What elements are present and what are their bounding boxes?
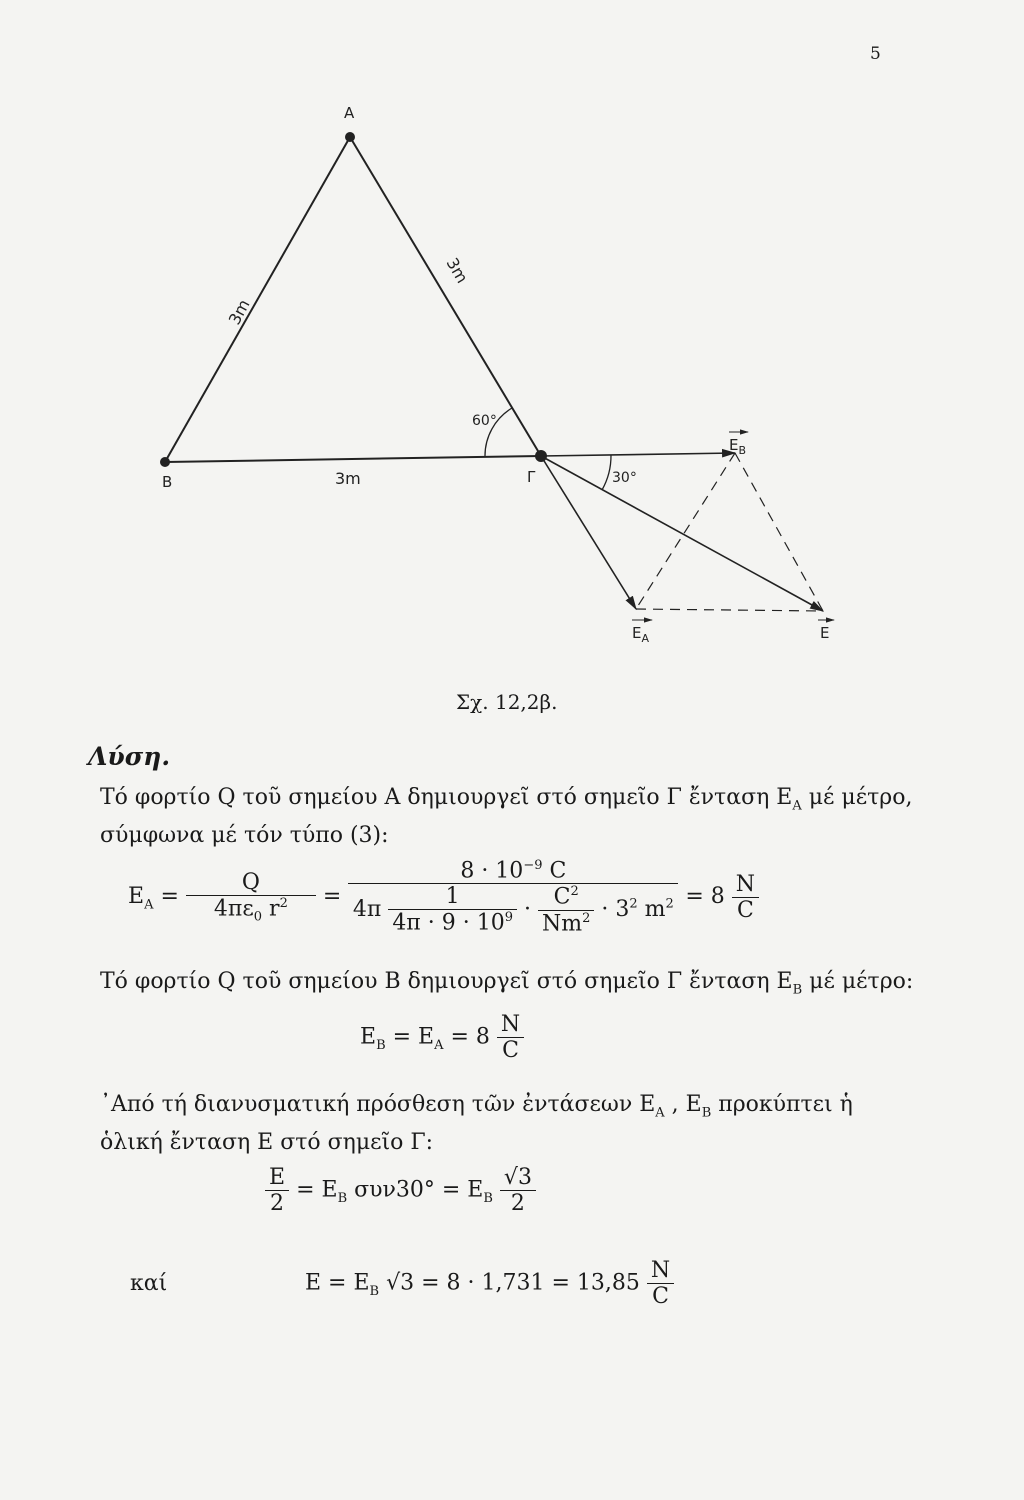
dashed-line [636,453,735,609]
vector-eb-arrow [541,453,735,456]
paragraph-1: Τό φορτίο Q τοῦ σημείου A δημιουργεῖ στό σημεῖο Γ ἔνταση $E_A$ μέ μέτρο, σύμφωνα μέ τόν τύπο (3): [100,785,913,849]
point-a [345,132,355,142]
label-ea: $E_A$ [632,624,650,645]
label-e: E [820,624,830,642]
paragraph-2: Τό φορτίο Q τοῦ σημείου B δημιουργεῖ στό σημεῖο Γ ἔνταση $E_B$ μέ μέτρο: [100,969,914,998]
vector-e-arrow [541,456,823,611]
label-side-bg: 3m [335,469,361,488]
page-number: 5 [870,44,881,64]
equation-ea: $E_A$ = $\frac{Q}{4\pi\varepsilon_0 r^2}$ = $8 \cdot 10^{-9}$ C 4π $\frac{1}{4\pi \cdot 9 \cdot 10^9}$ · $\frac{C^2}{Nm^2}$ · $3^2$ $m^2$ = 8 $\frac{N}{C}$ [128,858,759,936]
label-b: B [162,473,173,491]
side-ab-line [165,137,350,462]
dashed-line [636,609,823,611]
angle-30-arc [602,455,611,490]
equation-half-e: $\frac{E}{2}$ = $E_B$ $\sigma\upsilon\nu 30^\circ = E_B$ $\frac{√3}{2}$ [265,1165,536,1216]
label-g: Γ [527,468,536,486]
equation-e-total: καί $E = E_B$ √3 = 8 · 1,731 = 13,85 $\frac{N}{C}$ [130,1258,674,1309]
label-a: A [344,104,355,122]
label-angle-60: 60° [472,413,497,429]
label-side-ag: 3m [442,254,472,287]
equation-eb: $E_B = E_A = 8$ $\frac{N}{C}$ [360,1012,524,1063]
label-side-ab: 3m [224,296,254,328]
paragraph-3: ᾿Από τή διανυσματική πρόσθεση τῶν ἐντάσεων $E_A$ , $E_B$ προκύπτει ἡ ὁλική ἔνταση E στό σημεῖο Γ: [100,1092,853,1156]
solution-heading: Λύση. [88,742,171,771]
label-eb: $E_B$ [729,436,747,457]
side-ag-line [350,137,541,456]
figure-12-2b [0,0,1024,680]
label-angle-30: 30° [612,470,637,486]
figure-caption: Σχ. 12,2β. [456,690,558,714]
point-b [160,457,170,467]
